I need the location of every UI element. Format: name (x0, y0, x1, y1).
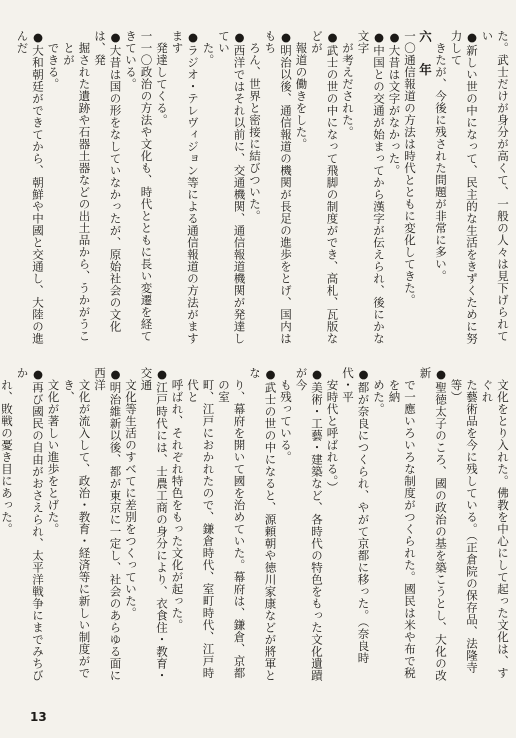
lower-text-block (0, 367, 510, 687)
text-column: ●武士の世の中になって飛脚の制度ができ、高札、瓦版などが (310, 30, 340, 345)
section-heading: 一一〇政治の方法や文化も、時代とともに長い変遷を経てきている。 (124, 30, 154, 342)
text-column: 町、江戸におかれたので、鎌倉時代、室町時代、江戸時代と (186, 379, 216, 679)
text-column: ろん、世界と密接に結びついた。 (248, 42, 262, 222)
text-column: 文化をとり入れた。佛教を中心にして起った文化は、すぐれ (480, 379, 510, 679)
grade-heading: 六 年 (417, 30, 433, 80)
text-column: ●新しい世の中になって、民主的な生活をきずくために努力して (449, 30, 479, 345)
text-column: めた。 (372, 379, 386, 415)
text-column: 掘された遺跡や石器土器などの出土品から、うかがうことが (62, 42, 92, 342)
text-column: た。 (201, 42, 216, 66)
text-column: 文化等生活のすべてに差別をつくっていた。 (124, 379, 138, 619)
text-column: ●明治維新以後、都が東京に一定し、社会のあらゆる面に西洋 (93, 367, 123, 682)
text-column: ●大和朝廷ができてから、朝鮮や中國と交通し、大陸の進んだ (15, 30, 45, 345)
text-column: ●美術・工藝・建築など、各時代の特色をもった文化遺蹟が今 (294, 367, 324, 682)
text-column: ●武士の世の中になると、源頼朝や徳川家康などが將軍とな (248, 367, 278, 682)
text-column: ●都が奈良につくられ、やがて京都に移った。（奈良時代・平 (341, 367, 371, 664)
text-column: も残っている。 (279, 379, 293, 463)
text-column: ●ラジオ・テレヴィジョン等による通信報道の方法がますます (170, 30, 200, 345)
text-column: ●明治以後、通信報道の機関が長足の進歩をとげ、国内はもち (263, 30, 293, 345)
text-column: 安時代と呼ばれる。） (325, 379, 340, 494)
text-column: ●西洋ではそれ以前に、交通機関、通信報道機関が発達してい (217, 30, 247, 345)
text-column: ●大昔は国の形をなしていなかったが、原始社会の文化は、発 (93, 30, 123, 333)
text-column: 報道の働きをした。 (294, 42, 309, 150)
text-column: た。武士だけが身分が高くて、一般の人々は見下げられてい (480, 30, 510, 342)
text-column: 呼ばれ、それぞれ特色をもった文化が起った。 (170, 379, 185, 631)
text-column: 文化が著しい進歩をとげた。 (46, 379, 61, 535)
text-column: ●再び國民の自由がおさえられ、太平洋戦争にまでみちびか (15, 367, 45, 682)
text-column: できる。 (46, 42, 61, 90)
text-column: た藝術品を今に残している。（正倉院の保存品、法隆寺等） (449, 379, 479, 674)
text-column: ●大昔は文字がなかった。 (387, 30, 402, 177)
text-column: 発達してくる。 (155, 42, 169, 126)
text-column: ●中国との交通が始まってから漢字が伝えられ、後にかな文字 (356, 30, 386, 345)
text-column: で一應いろいろな制度がつくられた。國民は米や布で税を納 (387, 379, 417, 679)
text-column: きたが、今後に残された問題が非常に多い。 (434, 42, 448, 282)
text-column: り、幕府を開いて國を治めていた。幕府は、鎌倉、京都の室 (217, 379, 247, 679)
page-number: 13 (30, 710, 47, 724)
text-column: ●江戸時代には、士農工商の身分により、衣食住・教育・交通 (139, 367, 169, 682)
section-heading: 一〇通信報道の方法は時代とともに変化してきた。 (403, 30, 417, 306)
text-column: 文化が流入して、政治・教育・経済等に新しい制度ができ、 (62, 379, 92, 679)
text-column: が考えだされた。 (341, 42, 355, 138)
upper-text-block (15, 30, 510, 350)
text-column: れ、敗戦の憂き目にあった。 (0, 379, 14, 535)
text-column: ●聖徳太子のころ、國の政治の基を築こうとし、大化の改新 (418, 367, 448, 682)
